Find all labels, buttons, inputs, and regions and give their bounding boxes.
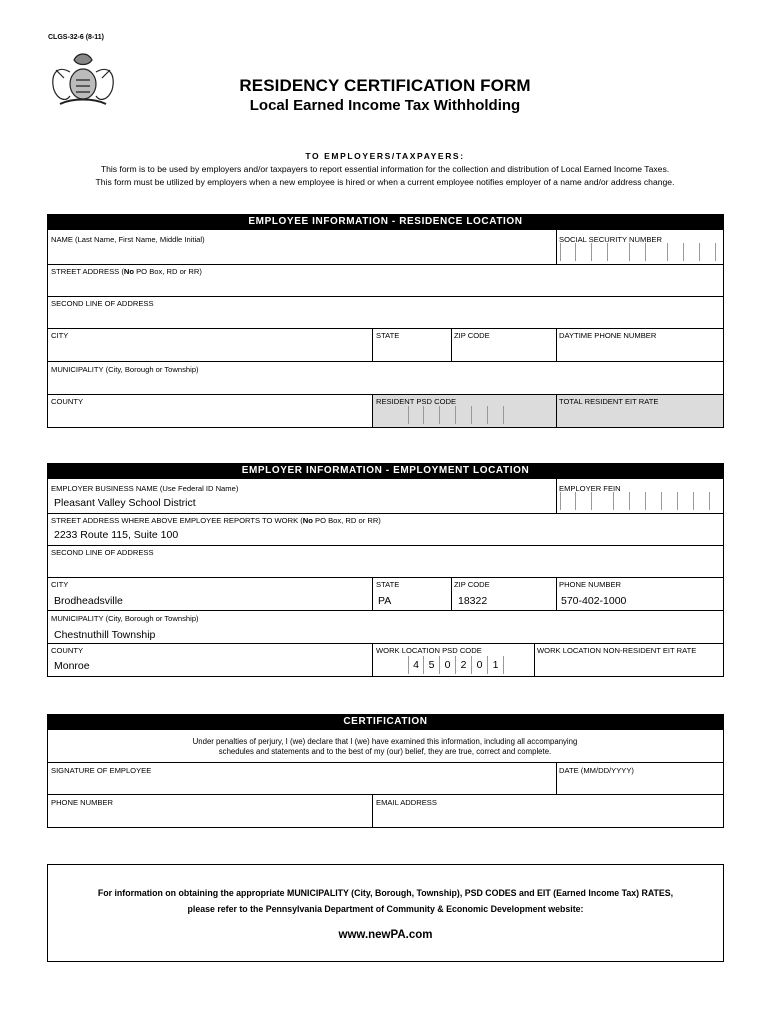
employee-municipality-label: MUNICIPALITY (City, Borough or Township) bbox=[51, 365, 199, 374]
employee-name-field[interactable] bbox=[52, 246, 552, 262]
to-heading: TO EMPLOYERS/TAXPAYERS: bbox=[305, 151, 465, 161]
employee-state-field[interactable] bbox=[376, 342, 448, 358]
employee-municipality-field[interactable] bbox=[52, 376, 717, 392]
employee-zip-field[interactable] bbox=[454, 342, 552, 358]
website-link[interactable]: www.newPA.com bbox=[338, 929, 433, 941]
employer-county-label: COUNTY bbox=[51, 646, 84, 655]
employee-psd-field[interactable] bbox=[408, 406, 504, 424]
psd-digit: 2 bbox=[456, 656, 472, 674]
employee-city-label: CITY bbox=[51, 331, 69, 340]
employer-state-label: STATE bbox=[376, 580, 400, 589]
employer-city-label: CITY bbox=[51, 580, 69, 589]
psd-digit: 0 bbox=[472, 656, 488, 674]
employee-second-line-field[interactable] bbox=[52, 310, 717, 326]
employee-county-label: COUNTY bbox=[51, 397, 84, 406]
employer-municipality-label: MUNICIPALITY (City, Borough or Township) bbox=[51, 614, 199, 623]
employer-psd-label: WORK LOCATION PSD CODE bbox=[376, 646, 482, 655]
employer-section bbox=[47, 478, 724, 677]
date-field[interactable] bbox=[559, 776, 719, 792]
info-line-2: please refer to the Pennsylvania Department of Community & Economic Development website: bbox=[187, 904, 584, 914]
cert-phone-field[interactable] bbox=[52, 809, 367, 825]
certification-text-2: schedules and statements and to the best of my (our) belief, they are true, correct and complete. bbox=[218, 747, 552, 756]
employee-zip-label: ZIP CODE bbox=[454, 331, 490, 340]
employer-zip-label: ZIP CODE bbox=[454, 580, 490, 589]
employer-phone-label: PHONE NUMBER bbox=[559, 580, 622, 589]
employer-psd-field[interactable] bbox=[408, 656, 504, 674]
employer-business-label: EMPLOYER BUSINESS NAME (Use Federal ID Name) bbox=[51, 484, 239, 493]
psd-digit: 4 bbox=[408, 656, 424, 674]
employer-second-line-field[interactable] bbox=[52, 559, 717, 575]
psd-digit: 5 bbox=[424, 656, 440, 674]
form-title: RESIDENCY CERTIFICATION FORM bbox=[239, 76, 531, 95]
certification-header: CERTIFICATION bbox=[47, 714, 724, 729]
employee-street-field[interactable] bbox=[52, 278, 717, 294]
email-field[interactable] bbox=[376, 809, 716, 825]
employer-municipality-field[interactable]: Chestnuthill Township bbox=[54, 629, 156, 641]
employer-county-field[interactable]: Monroe bbox=[54, 660, 90, 672]
employee-section-header: EMPLOYEE INFORMATION - RESIDENCE LOCATION bbox=[47, 214, 724, 229]
employer-second-line-label: SECOND LINE OF ADDRESS bbox=[51, 548, 154, 557]
employee-section bbox=[47, 229, 724, 428]
employee-street-label: STREET ADDRESS (No PO Box, RD or RR) bbox=[51, 267, 202, 276]
intro-line-2: This form must be utilized by employers when a new employee is hired or when a current employee notifies employer of a name and/or address change. bbox=[95, 177, 675, 187]
psd-digit: 0 bbox=[440, 656, 456, 674]
employee-eit-label: TOTAL RESIDENT EIT RATE bbox=[559, 397, 659, 406]
employee-ssn-label: SOCIAL SECURITY NUMBER bbox=[559, 235, 662, 244]
employee-psd-label: RESIDENT PSD CODE bbox=[376, 397, 457, 406]
employer-city-field[interactable]: Brodheadsville bbox=[54, 595, 123, 607]
employer-fein-label: EMPLOYER FEIN bbox=[559, 484, 621, 493]
employee-eit-field[interactable] bbox=[559, 408, 719, 424]
info-line-1: For information on obtaining the appropriate MUNICIPALITY (City, Borough, Township), PSD CODES and EIT (Earned Income Tax) RATES, bbox=[97, 888, 674, 898]
employer-zip-field[interactable]: 18322 bbox=[458, 595, 488, 607]
employer-eit-label: WORK LOCATION NON-RESIDENT EIT RATE bbox=[537, 646, 697, 655]
employee-city-field[interactable] bbox=[52, 342, 367, 358]
employee-ssn-field[interactable] bbox=[560, 243, 716, 261]
employer-street-field[interactable]: 2233 Route 115, Suite 100 bbox=[54, 529, 179, 541]
employer-phone-field[interactable]: 570-402-1000 bbox=[561, 595, 627, 607]
info-box bbox=[47, 864, 724, 962]
employee-phone-field[interactable] bbox=[559, 342, 719, 358]
employer-street-label: STREET ADDRESS WHERE ABOVE EMPLOYEE REPORTS TO WORK (No PO Box, RD or RR) bbox=[51, 516, 381, 525]
employer-section-header: EMPLOYER INFORMATION - EMPLOYMENT LOCATION bbox=[47, 463, 724, 478]
employee-phone-label: DAYTIME PHONE NUMBER bbox=[559, 331, 657, 340]
signature-field[interactable] bbox=[52, 776, 552, 792]
employee-county-field[interactable] bbox=[52, 408, 367, 424]
employer-fein-field[interactable] bbox=[560, 492, 710, 510]
employee-name-label: NAME (Last Name, First Name, Middle Initial) bbox=[51, 235, 205, 244]
email-label: EMAIL ADDRESS bbox=[376, 798, 437, 807]
certification-text-1: Under penalties of perjury, I (we) declare that I (we) have examined this information, including all accompanying bbox=[192, 737, 578, 746]
date-label: DATE (MM/DD/YYYY) bbox=[559, 766, 634, 775]
employer-state-field[interactable]: PA bbox=[378, 595, 392, 607]
form-subtitle: Local Earned Income Tax Withholding bbox=[249, 97, 521, 114]
employee-second-line-label: SECOND LINE OF ADDRESS bbox=[51, 299, 154, 308]
intro-line-1: This form is to be used by employers and/or taxpayers to report essential information for the collection and distribution of Local Earned Income Taxes. bbox=[100, 164, 670, 174]
cert-phone-label: PHONE NUMBER bbox=[51, 798, 114, 807]
signature-label: SIGNATURE OF EMPLOYEE bbox=[51, 766, 152, 775]
employer-eit-field[interactable] bbox=[538, 657, 718, 673]
employee-state-label: STATE bbox=[376, 331, 400, 340]
form-code: CLGS-32-6 (8-11) bbox=[48, 34, 105, 41]
employer-business-field[interactable]: Pleasant Valley School District bbox=[54, 497, 196, 509]
psd-digit: 1 bbox=[488, 656, 504, 674]
